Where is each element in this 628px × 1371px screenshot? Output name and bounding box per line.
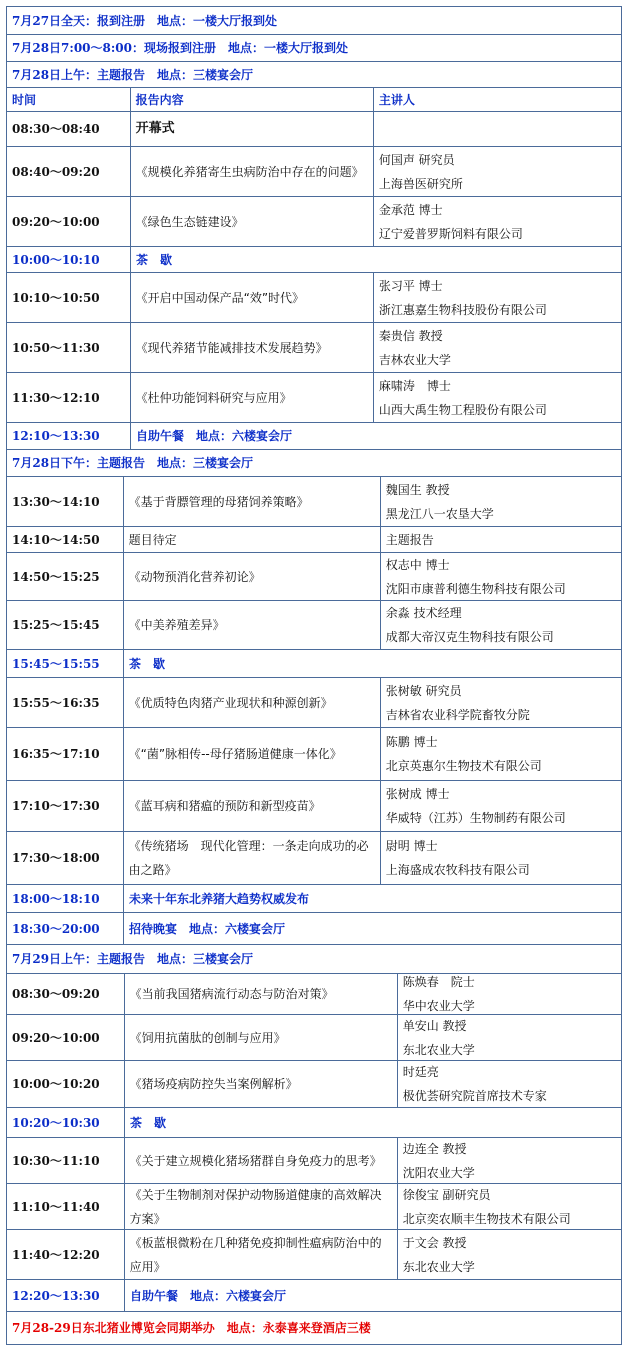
session-content: 《关于生物制剂对保护动物肠道健康的高效解决方案》 [124,1184,397,1229]
speaker-org: 北京英惠尔生物技术有限公司 [385,759,542,773]
session-speaker [397,1138,621,1183]
session-row [6,112,622,147]
session-row [6,781,622,832]
break-row [6,1280,622,1312]
session-content: 《杜仲功能饲料研究与应用》 [130,373,373,422]
session-speaker [373,197,621,246]
speaker-name: 麻啸涛 博士 [378,378,451,393]
section-title [6,450,622,477]
speaker-name: 于文会 教授 [402,1235,467,1250]
footer-text: 7月28-29日东北猪业博览会同期举办 地点：永泰喜来登酒店三楼 [12,1321,371,1335]
table-header [6,88,622,112]
section-pm28-title: 7月28日下午：主题报告 地点：三楼宴会厅 [12,456,254,470]
speaker-org: 上海兽医研究所 [378,176,463,191]
session-speaker [373,323,621,372]
session-speaker [397,1230,621,1279]
session-speaker [380,781,621,831]
session-time: 10:10～10:50 [12,290,100,305]
session-content: 《猪场疫病防控失当案例解析》 [124,1061,397,1107]
session-time: 11:40～12:20 [12,1247,100,1262]
session-time: 15:25～15:45 [12,618,100,632]
session-row [6,147,622,197]
section-am28-title: 7月28日上午：主题报告 地点：三楼宴会厅 [12,67,254,82]
speaker-org: 山西大禹生物工程股份有限公司 [378,402,547,417]
section-title [6,62,622,88]
session-content: 题目待定 [123,527,380,552]
session-speaker [397,1184,621,1229]
session-row [6,323,622,373]
session-row [6,728,622,781]
speaker-name: 陈焕春 院士 [402,975,475,989]
registration-day2 [6,35,622,62]
break-label: 未来十年东北养猪大趋势权威发布 [123,885,621,912]
session-content: 《中美养殖差异》 [123,601,380,649]
speaker-org: 黑龙江八一农垦大学 [385,506,494,521]
registration-day2-text: 7月28日7:00～8:00：现场报到注册 地点：一楼大厅报到处 [12,41,349,55]
session-row [6,678,622,728]
session-content: 开幕式 [130,112,373,146]
session-time: 18:00～18:10 [12,891,100,906]
session-time: 10:30～11:10 [12,1153,100,1168]
session-row [6,1138,622,1184]
session-row [6,1230,622,1280]
speaker-name: 秦贵信 教授 [378,328,443,343]
session-time: 17:30～18:00 [12,851,100,865]
session-time: 14:10～14:50 [12,532,100,547]
session-time: 15:55～16:35 [12,695,100,710]
speaker-org: 东北农业大学 [402,1259,475,1274]
session-content: 《绿色生态链建设》 [130,197,373,246]
session-speaker [373,147,621,196]
speaker-org: 成都大帝汉克生物科技有限公司 [385,630,554,644]
speaker-org: 北京奕农顺丰生物技术有限公司 [402,1211,571,1226]
session-speaker [380,728,621,780]
speaker-org: 辽宁爱普罗斯饲料有限公司 [378,226,523,241]
header-speaker: 主讲人 [373,88,621,111]
speaker-name: 徐俊宝 副研究员 [402,1187,491,1202]
session-speaker [397,1015,621,1060]
session-time: 10:20～10:30 [12,1115,100,1130]
speaker-name: 张习平 博士 [378,278,443,293]
session-time: 11:30～12:10 [12,390,100,405]
session-row [6,553,622,601]
session-speaker [380,477,621,526]
speaker-name: 权志中 博士 [385,557,450,572]
session-speaker [373,373,621,422]
session-time: 12:20～13:30 [12,1288,100,1303]
speaker-name: 张树成 博士 [385,787,450,801]
session-time: 08:30～09:20 [12,987,100,1001]
session-speaker [397,974,621,1014]
session-time: 09:20～10:00 [12,214,100,229]
break-label: 自助午餐 地点：六楼宴会厅 [130,423,621,449]
session-time: 10:00～10:20 [12,1077,100,1091]
registration-day1 [6,6,622,35]
session-content: 《“菌”脉相传--母仔猪肠道健康一体化》 [123,728,380,780]
session-row [6,197,622,247]
session-speaker [380,601,621,649]
session-content: 《优质特色肉猪产业现状和种源创新》 [123,678,380,727]
am29-body [6,974,622,1312]
speaker-org: 华威特（江苏）生物制药有限公司 [385,811,566,825]
session-content: 《当前我国猪病流行动态与防治对策》 [124,974,397,1014]
speaker-org: 吉林农业大学 [378,352,451,367]
session-speaker [397,1061,621,1107]
session-content: 《规模化养猪寄生虫病防治中存在的问题》 [130,147,373,196]
session-speaker [380,832,621,884]
session-speaker [380,678,621,727]
session-time: 10:00～10:10 [12,252,100,267]
session-row [6,974,622,1015]
break-row [6,885,622,913]
session-time: 08:30～08:40 [12,122,100,136]
session-content: 《板蓝根微粉在几种猪免疫抑制性瘟病防治中的应用》 [124,1230,397,1279]
speaker-name: 时廷亮 [402,1065,439,1079]
session-row [6,1015,622,1061]
speaker-org: 东北农业大学 [402,1042,475,1057]
break-label: 招待晚宴 地点：六楼宴会厅 [123,913,621,944]
speaker-name: 金承范 博士 [378,202,443,217]
session-row [6,373,622,423]
break-row [6,913,622,945]
footer-row [6,1312,622,1345]
speaker-org: 华中农业大学 [402,999,475,1013]
speaker-org: 上海盛成农牧科技有限公司 [385,863,530,877]
session-speaker [373,273,621,322]
session-row [6,832,622,885]
session-content: 《传统猪场 现代化管理：一条走向成功的必由之路》 [123,832,380,884]
speaker-name: 边连全 教授 [402,1141,467,1156]
session-content: 《饲用抗菌肽的创制与应用》 [124,1015,397,1060]
break-label: 茶 歇 [124,1108,621,1137]
section-title [6,945,622,974]
speaker-name: 主题报告 [385,532,434,547]
session-speaker [380,553,621,600]
schedule-table [6,6,622,1345]
speaker-name: 单安山 教授 [402,1018,467,1033]
speaker-name: 魏国生 教授 [385,482,450,497]
speaker-name: 尉明 博士 [385,839,438,853]
session-time: 14:50～15:25 [12,569,100,584]
registration-day1-text: 7月27日全天：报到注册 地点：一楼大厅报到处 [12,13,278,28]
session-time: 12:10～13:30 [12,429,100,443]
session-time: 15:45～15:55 [12,656,100,671]
session-content: 《基于背膘管理的母猪饲养策略》 [123,477,380,526]
break-row [6,247,622,273]
session-speaker [373,112,621,146]
session-time: 13:30～14:10 [12,494,100,509]
speaker-name: 余淼 技术经理 [385,606,462,620]
break-label: 自助午餐 地点：六楼宴会厅 [124,1280,621,1311]
speaker-org: 吉林省农业科学院畜牧分院 [385,707,530,722]
session-time: 08:40～09:20 [12,164,100,179]
session-row [6,601,622,650]
break-label: 茶 歇 [123,650,621,677]
session-time: 10:50～11:30 [12,340,100,355]
speaker-org: 沈阳农业大学 [402,1165,475,1180]
break-row [6,650,622,678]
session-content: 《关于建立规模化猪场猪群自身免疫力的思考》 [124,1138,397,1183]
session-content: 《动物预消化营养初论》 [123,553,380,600]
session-time: 09:20～10:00 [12,1030,100,1045]
session-content: 《蓝耳病和猪瘟的预防和新型疫苗》 [123,781,380,831]
speaker-org: 极优荟研究院首席技术专家 [402,1089,547,1103]
session-row [6,477,622,527]
session-speaker [380,527,621,552]
session-time: 11:10～11:40 [12,1199,100,1214]
header-time: 时间 [12,92,37,107]
header-content: 报告内容 [130,88,373,111]
break-row [6,1108,622,1138]
session-row [6,1061,622,1108]
pm28-body [6,477,622,945]
session-time: 18:30～20:00 [12,921,100,936]
speaker-org: 浙江惠嘉生物科技股份有限公司 [378,302,547,317]
session-content: 《现代养猪节能减排技术发展趋势》 [130,323,373,372]
session-row [6,273,622,323]
session-row [6,1184,622,1230]
am28-body [6,112,622,450]
session-content: 《开启中国动保产品“效”时代》 [130,273,373,322]
section-am29-title: 7月29日上午：主题报告 地点：三楼宴会厅 [12,952,254,966]
break-row [6,423,622,450]
session-time: 16:35～17:10 [12,747,100,761]
speaker-name: 陈鹏 博士 [385,735,438,749]
break-label: 茶 歇 [130,247,621,272]
speaker-name: 何国声 研究员 [378,152,455,167]
session-row [6,527,622,553]
speaker-org: 沈阳市康普利德生物科技有限公司 [385,581,566,596]
session-time: 17:10～17:30 [12,799,100,813]
speaker-name: 张树敏 研究员 [385,683,462,698]
